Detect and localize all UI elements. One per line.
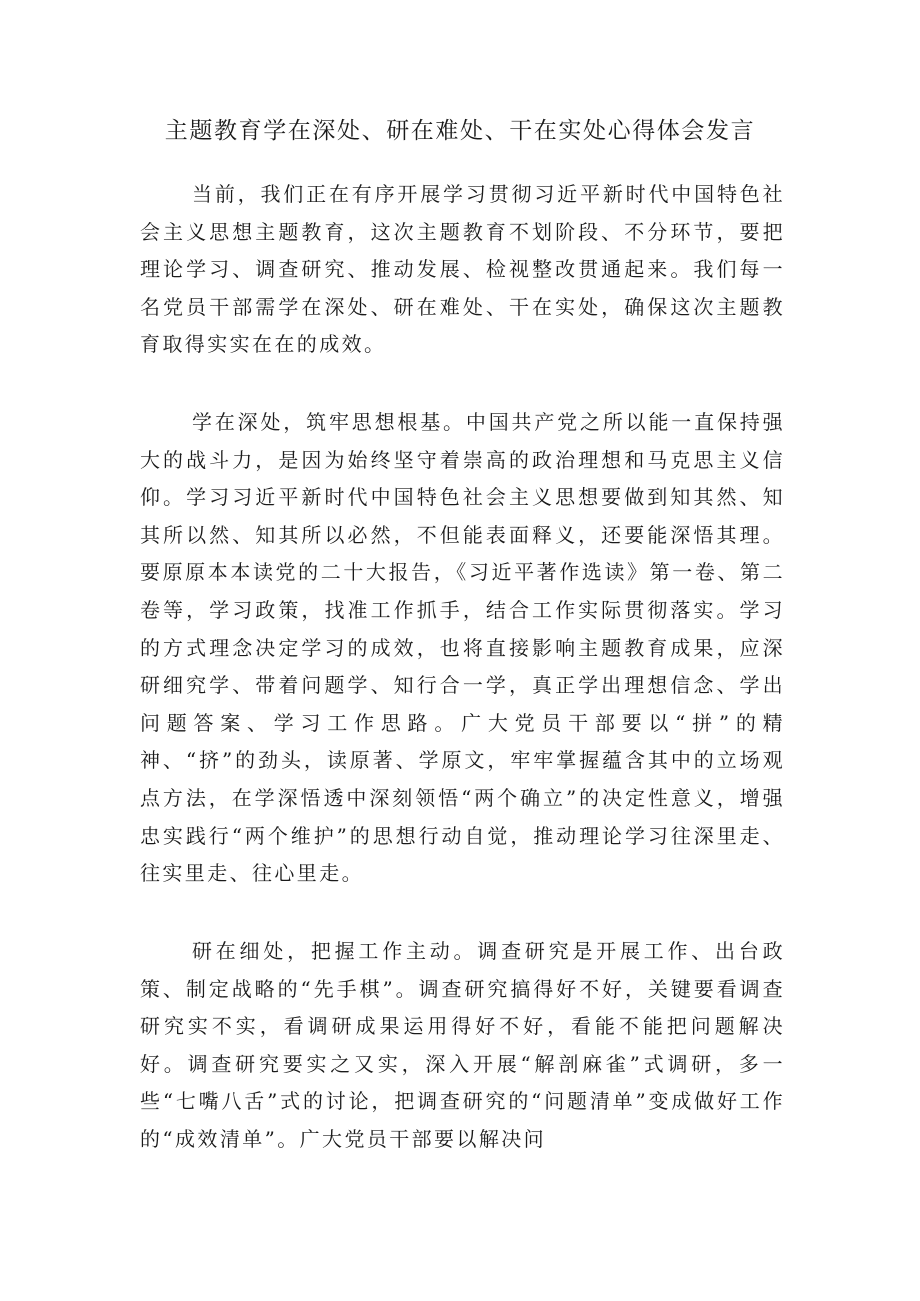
paragraph-intro: 当前，我们正在有序开展学习贯彻习近平新时代中国特色社会主义思想主题教育，这次主题教育不划阶段、不分环节，要把理论学习、调查研究、推动发展、检视整改贯通起来。我们每一名党员干部需学在深处、研在难处、干在实处，确保这次主题教育取得实实在在的成效。: [140, 182, 785, 357]
document-title: 主题教育学在深处、研在难处、干在实处心得体会发言: [164, 118, 756, 144]
paragraph-research-detail: 研在细处，把握工作主动。调查研究是开展工作、出台政策、制定战略的“先手棋”。调查研究搞得好不好，关键要看调查研究实不实，看调研成果运用得好不好，看能不能把问题解决好。调查研究要实之又实，深入开展“解剖麻雀”式调研，多一些“七嘴八舌”式的讨论，把调查研究的“问题清单”变成做好工作的“成效清单”。广大党员干部要以解决问: [140, 939, 785, 1151]
paragraph-study-deep: 学在深处，筑牢思想根基。中国共产党之所以能一直保持强大的战斗力，是因为始终坚守着崇高的政治理想和马克思主义信仰。学习习近平新时代中国特色社会主义思想要做到知其然、知其所以然、知其所以必然，不但能表面释义，还要能深悟其理。要原原本本读党的二十大报告，《习近平著作选读》第一卷、第二卷等，学习政策，找准工作抓手，结合工作实际贯彻落实。学习的方式理念决定学习的成效，也将直接影响主题教育成果，应深研细究学、带着问题学、知行合一学，真正学出理想信念、学出问题答案、学习工作思路。广大党员干部要以“拼”的精神、“挤”的劲头，读原著、学原文，牢牢掌握蕴含其中的立场观点方法，在学深悟透中深刻领悟“两个确立”的决定性意义，增强忠实践行“两个维护”的思想行动自觉，推动理论学习往深里走、往实里走、往心里走。: [140, 410, 785, 886]
